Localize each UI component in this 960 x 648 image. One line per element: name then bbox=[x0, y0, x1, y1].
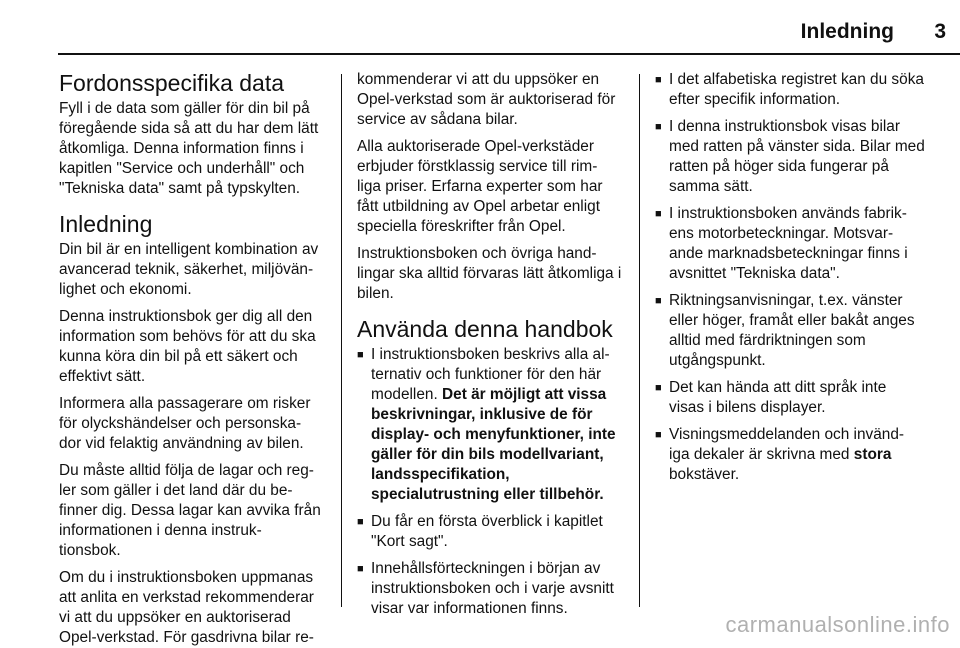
list-item-bold: stora bbox=[853, 446, 892, 463]
column-divider bbox=[341, 74, 342, 607]
heading-inledning: Inledning bbox=[59, 211, 153, 237]
list-item-text-tail: bokstäver. bbox=[669, 466, 740, 483]
bullet-icon: ■ bbox=[655, 121, 662, 133]
bullet-icon: ■ bbox=[357, 349, 364, 361]
list-item-bold: Det är möjligt att vissa beskrivningar, inklusive de för display- och menyfunktioner, inte gäller för din bils modellvariant, landsspecifikation, specialutrustning eller tillbehör. bbox=[371, 386, 616, 503]
column-3 bbox=[655, 70, 925, 606]
paragraph: Denna instruktionsbok ger dig all den information som behövs för att du ska kunna köra din bil på ett säkert och effektivt sätt. bbox=[59, 308, 316, 385]
bullet-icon: ■ bbox=[655, 74, 662, 86]
heading-fordonsspecifika: Fordonsspecifika data bbox=[59, 70, 285, 96]
heading-anvanda: Använda denna handbok bbox=[357, 316, 613, 342]
list-item-text: I denna instruktionsbok visas bilar med ratten på vänster sida. Bilar med ratten på höger sida fungerar på samma sätt. bbox=[669, 118, 925, 195]
paragraph: Alla auktoriserade Opel-verkstäder erbjuder förstklassig service till rim- liga priser. Erfarna experter som har fått utbildning av Opel arbetar enligt speciella föreskrifter från Opel. bbox=[357, 138, 603, 235]
bullet-icon: ■ bbox=[655, 429, 662, 441]
paragraph: Du måste alltid följa de lagar och reg- ler som gäller i det land där du be- finner dig. Dessa lagar kan avvika från informationen i denna instruk- tionsbok. bbox=[59, 462, 321, 559]
list-item bbox=[357, 345, 625, 505]
list-item-text: I det alfabetiska registret kan du söka efter specifik information. bbox=[669, 71, 924, 108]
list-item bbox=[655, 117, 925, 197]
list-item bbox=[655, 378, 925, 418]
bullet-icon: ■ bbox=[357, 516, 364, 528]
list-item bbox=[655, 70, 925, 110]
page-number: 3 bbox=[934, 20, 946, 43]
list-item-text: I instruktionsboken används fabrik- ens motorbeteckningar. Motsvar- ande marknadsbeteckningar finns i avsnittet "Tekniska data". bbox=[669, 205, 908, 282]
page-title: Inledning bbox=[800, 20, 894, 43]
bullet-icon: ■ bbox=[655, 208, 662, 220]
list-item bbox=[655, 204, 925, 284]
list-item-text: Visningsmeddelanden och invänd- iga dekaler är skrivna med bbox=[669, 426, 905, 463]
bullet-list bbox=[357, 345, 625, 619]
list-item bbox=[357, 559, 625, 619]
paragraph: Fyll i de data som gäller för din bil på föregående sida så att du har dem lätt åtkomliga. Denna information finns i kapitlen "Service och underhåll" och "Tekniska data" samt på typskylten. bbox=[59, 100, 319, 197]
list-item-text: Innehållsförteckningen i början av instruktionsboken och i varje avsnitt visar var informationen finns. bbox=[371, 560, 614, 617]
bullet-list bbox=[655, 70, 925, 485]
list-item-text: I instruktionsboken beskrivs alla al- ternativ och funktioner för den här modellen. bbox=[371, 346, 610, 403]
list-item bbox=[357, 512, 625, 552]
bullet-icon: ■ bbox=[357, 563, 364, 575]
bullet-icon: ■ bbox=[655, 295, 662, 307]
list-item bbox=[655, 291, 925, 371]
bullet-icon: ■ bbox=[655, 382, 662, 394]
list-item-text: Riktningsanvisningar, t.ex. vänster eller höger, framåt eller bakåt anges alltid med färdriktningen som utgångspunkt. bbox=[669, 292, 915, 369]
paragraph: Informera alla passagerare om risker för olyckshändelser och personska- dor vid felaktig användning av bilen. bbox=[59, 395, 311, 452]
list-item-text: Du får en första överblick i kapitlet "Kort sagt". bbox=[371, 513, 603, 550]
list-item bbox=[655, 425, 925, 485]
page-header bbox=[0, 16, 960, 50]
watermark: carmanualsonline.info bbox=[725, 612, 950, 637]
paragraph: Instruktionsboken och övriga hand- lingar ska alltid förvaras lätt åtkomliga i bilen. bbox=[357, 245, 622, 302]
paragraph: Din bil är en intelligent kombination av avancerad teknik, säkerhet, miljövän- lighet och ekonomi. bbox=[59, 241, 319, 298]
paragraph-split: Om du i instruktionsboken uppmanas att anlita en verkstad rekommenderar vi att du uppsöker en auktoriserad Opel-verkstad. För gasdrivna bilar re- bbox=[59, 569, 314, 646]
column-1 bbox=[59, 70, 327, 646]
column-2 bbox=[357, 70, 625, 617]
header-rule bbox=[58, 53, 960, 55]
column-divider bbox=[639, 74, 640, 607]
paragraph-split: kommenderar vi att du uppsöker en Opel-verkstad som är auktoriserad för service av sådana bilar. bbox=[357, 71, 616, 128]
list-item-text: Det kan hända att ditt språk inte visas i bilens displayer. bbox=[669, 379, 887, 416]
